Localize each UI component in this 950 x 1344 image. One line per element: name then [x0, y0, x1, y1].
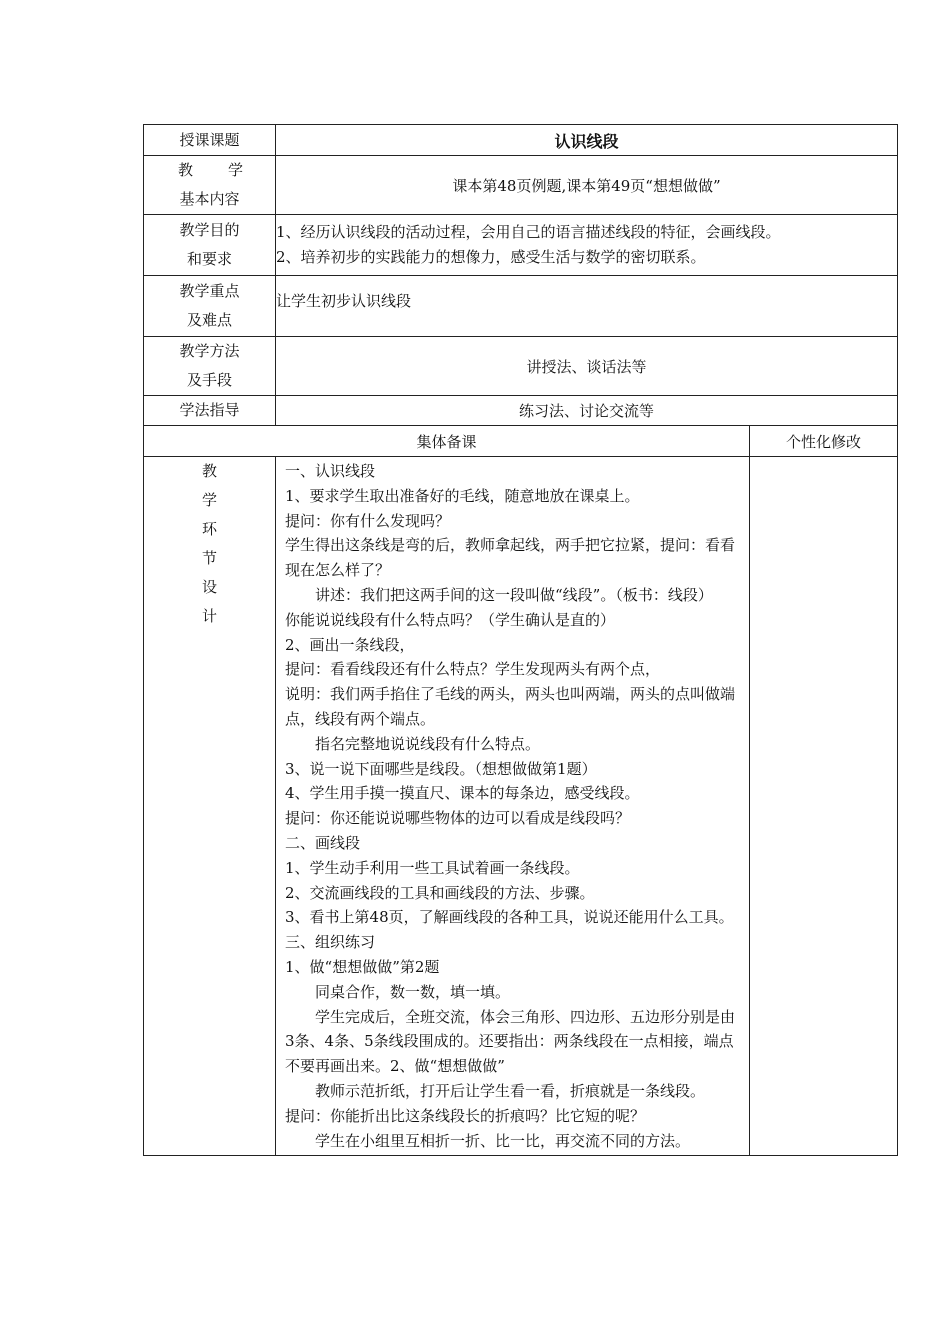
design-row: [144, 457, 898, 1156]
lesson-line: 学生在小组里互相折一折、比一比，再交流不同的方法。: [315, 1131, 691, 1150]
lesson-line: 2、画出一条线段，: [285, 635, 415, 654]
guide-label: 学法指导: [144, 396, 276, 426]
lesson-line: 提问：你能折出比这条线段长的折痕吗？比它短的呢？: [285, 1106, 646, 1125]
method-row: [144, 337, 898, 396]
content-value: 课本第48页例题,课本第49页“想想做做”: [276, 156, 898, 215]
lesson-line: 你能说说线段有什么特点吗？（学生确认是直的）: [285, 610, 616, 629]
objective-item: 2、培养初步的实践能力的想像力，感受生活与数学的密切联系。: [276, 248, 706, 266]
lesson-body: [276, 457, 750, 1156]
lesson-line: 1、做“想想做做”第2题: [285, 957, 440, 976]
objectives-label: 教学目的 和要求: [144, 215, 276, 276]
collective-prep-header: 集体备课: [144, 426, 750, 457]
lesson-line: 教师示范折纸，打开后让学生看一看，折痕就是一条线段。: [315, 1081, 706, 1100]
lesson-title: 认识线段: [276, 125, 898, 156]
lesson-line: 1、学生动手利用一些工具试着画一条线段。: [285, 858, 580, 877]
content-label: 教 学 基本内容: [144, 156, 276, 215]
guide-value: 练习法、讨论交流等: [276, 396, 898, 426]
design-label: 教 学 环 节 设 计: [144, 457, 276, 1156]
lesson-line: 说明：我们两手掐住了毛线的两头，两头也叫两端，两头的点叫做端点，线段有两个端点。: [285, 685, 736, 728]
lesson-line: 3、说一说下面哪些是线段。（想想做做第1题）: [285, 759, 597, 778]
lesson-line: 指名完整地说说线段有什么特点。: [315, 734, 541, 753]
method-value: 讲授法、谈话法等: [276, 337, 898, 396]
lesson-plan-table: [143, 124, 898, 1156]
lesson-line: 4、学生用手摸一摸直尺、课本的每条边，感受线段。: [285, 784, 640, 803]
objectives-value: [276, 215, 898, 276]
lesson-line: 一、认识线段: [285, 462, 376, 480]
lesson-line: 2、交流画线段的工具和画线段的方法、步骤。: [285, 883, 595, 902]
lesson-line: 学生完成后，全班交流，体会三角形、四边形、五边形分别是由3条、4条、5条线段围成的。还要指出：两条线段在一点相接，端点不要再画出来。2、做“想想做做”: [285, 1007, 736, 1076]
lesson-line: 3、看书上第48页，了解画线段的各种工具，说说还能用什么工具。: [285, 908, 734, 927]
content-row: [144, 156, 898, 215]
focus-row: [144, 276, 898, 337]
lesson-line: 提问：你有什么发现吗？: [285, 511, 451, 530]
method-label: 教学方法 及手段: [144, 337, 276, 396]
section-header-row: [144, 426, 898, 457]
topic-row: [144, 125, 898, 156]
lesson-line: 学生得出这条线是弯的后，教师拿起线，两手把它拉紧，提问：看看现在怎么样了？: [285, 536, 736, 580]
lesson-line: 三、组织练习: [285, 933, 376, 952]
objective-item: 1、经历认识线段的活动过程，会用自己的语言描述线段的特征，会画线段。: [276, 223, 781, 241]
topic-label: 授课课题: [144, 125, 276, 156]
focus-value: 让学生初步认识线段: [276, 276, 898, 337]
personal-edit-header: 个性化修改: [750, 426, 898, 457]
focus-label: 教学重点 及难点: [144, 276, 276, 337]
lesson-line: 提问：你还能说说哪些物体的边可以看成是线段吗？: [285, 809, 631, 828]
lesson-line: 同桌合作，数一数，填一填。: [315, 982, 511, 1001]
lesson-line: 1、要求学生取出准备好的毛线，随意地放在课桌上。: [285, 486, 640, 505]
objectives-row: [144, 215, 898, 276]
lesson-line: 二、画线段: [285, 833, 361, 852]
lesson-line: 讲述：我们把这两手间的这一段叫做“线段”。（板书：线段）: [315, 585, 713, 604]
lesson-line: 提问：看看线段还有什么特点？学生发现两头有两个点，: [285, 660, 661, 679]
guide-row: [144, 396, 898, 426]
personal-edit-cell: [750, 457, 898, 1156]
